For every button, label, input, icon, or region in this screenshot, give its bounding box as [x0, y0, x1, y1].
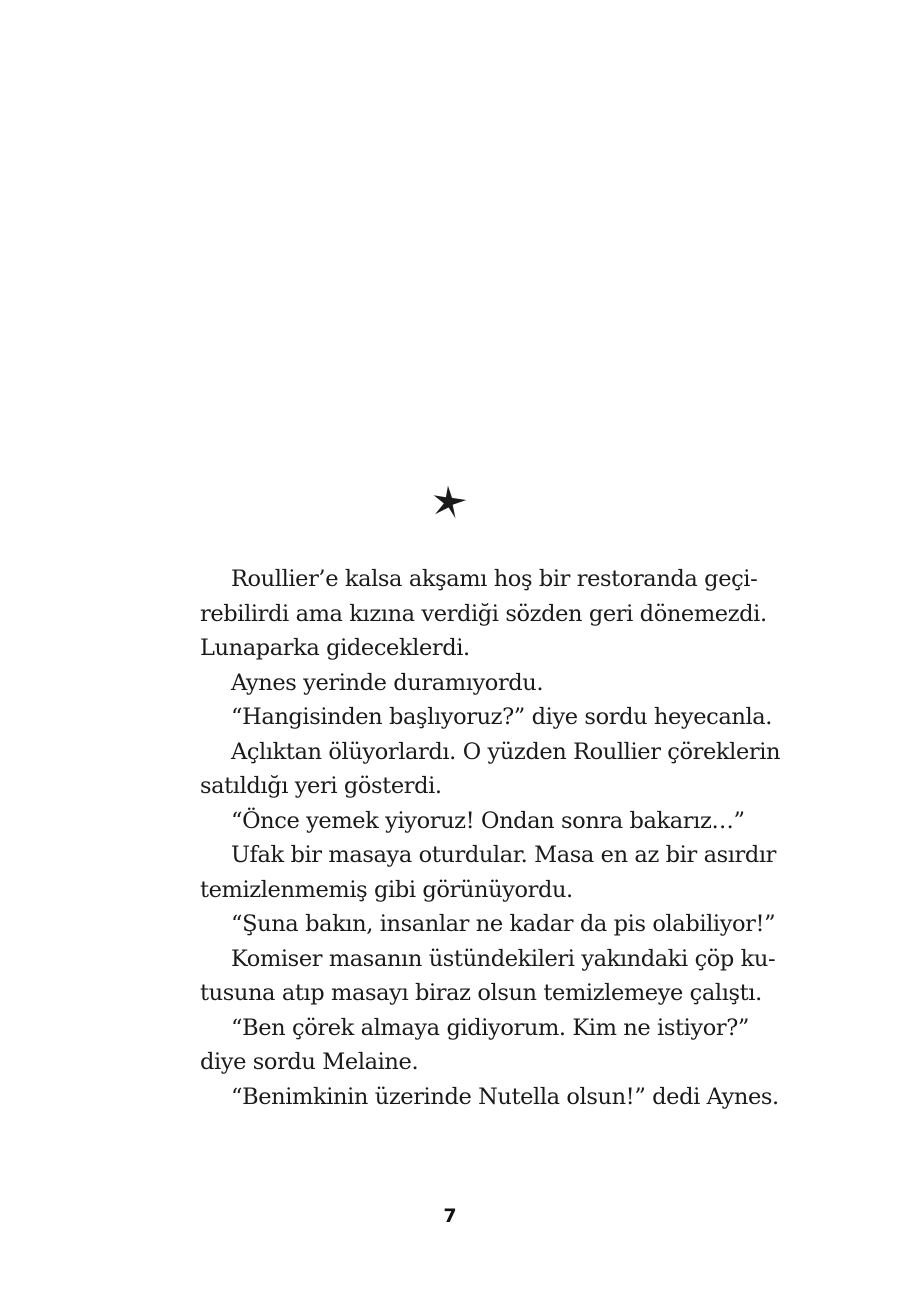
section-break-ornament [0, 480, 900, 524]
text-line: Ufak bir masaya oturdular. Masa en az bir asırdır [231, 842, 777, 868]
text-line: Komiser masanın üstündekileri yakındaki çöp ku- [231, 945, 776, 972]
text-line: tusuna atıp masayı biraz olsun temizlemeye çalıştı. [200, 980, 762, 1006]
text-line: “Önce yemek yiyoruz! Ondan sonra bakarız…” [231, 807, 745, 834]
text-line: rebilirdi ama kızına verdiği sözden geri dönemezdi. [200, 600, 767, 627]
text-line: “Hangisinden başlıyoruz?” diye sordu heyecanla. [231, 704, 773, 730]
text-line: Lunaparka gideceklerdi. [200, 635, 470, 661]
text-line: Aynes yerinde duramıyordu. [231, 669, 544, 696]
text-line: satıldığı yeri gösterdi. [200, 773, 442, 799]
text-line: “Benimkinin üzerinde Nutella olsun!” dedi Aynes. [231, 1083, 779, 1110]
text-line: “Ben çörek almaya gidiyorum. Kim ne istiyor?” [231, 1014, 749, 1041]
text-line: Roullier’e kalsa akşamı hoş bir restoranda geçi- [231, 566, 758, 592]
text-line: temizlenmemiş gibi görünüyordu. [200, 876, 573, 903]
text-line: “Şuna bakın, insanlar ne kadar da pis olabiliyor!” [231, 911, 776, 937]
body-text [200, 562, 781, 1114]
text-line: diye sordu Melaine. [200, 1049, 419, 1075]
star-icon [433, 485, 467, 519]
text-line: Açlıktan ölüyorlardı. O yüzden Roullier çöreklerin [231, 738, 781, 765]
page-number: 7 [443, 1205, 457, 1227]
